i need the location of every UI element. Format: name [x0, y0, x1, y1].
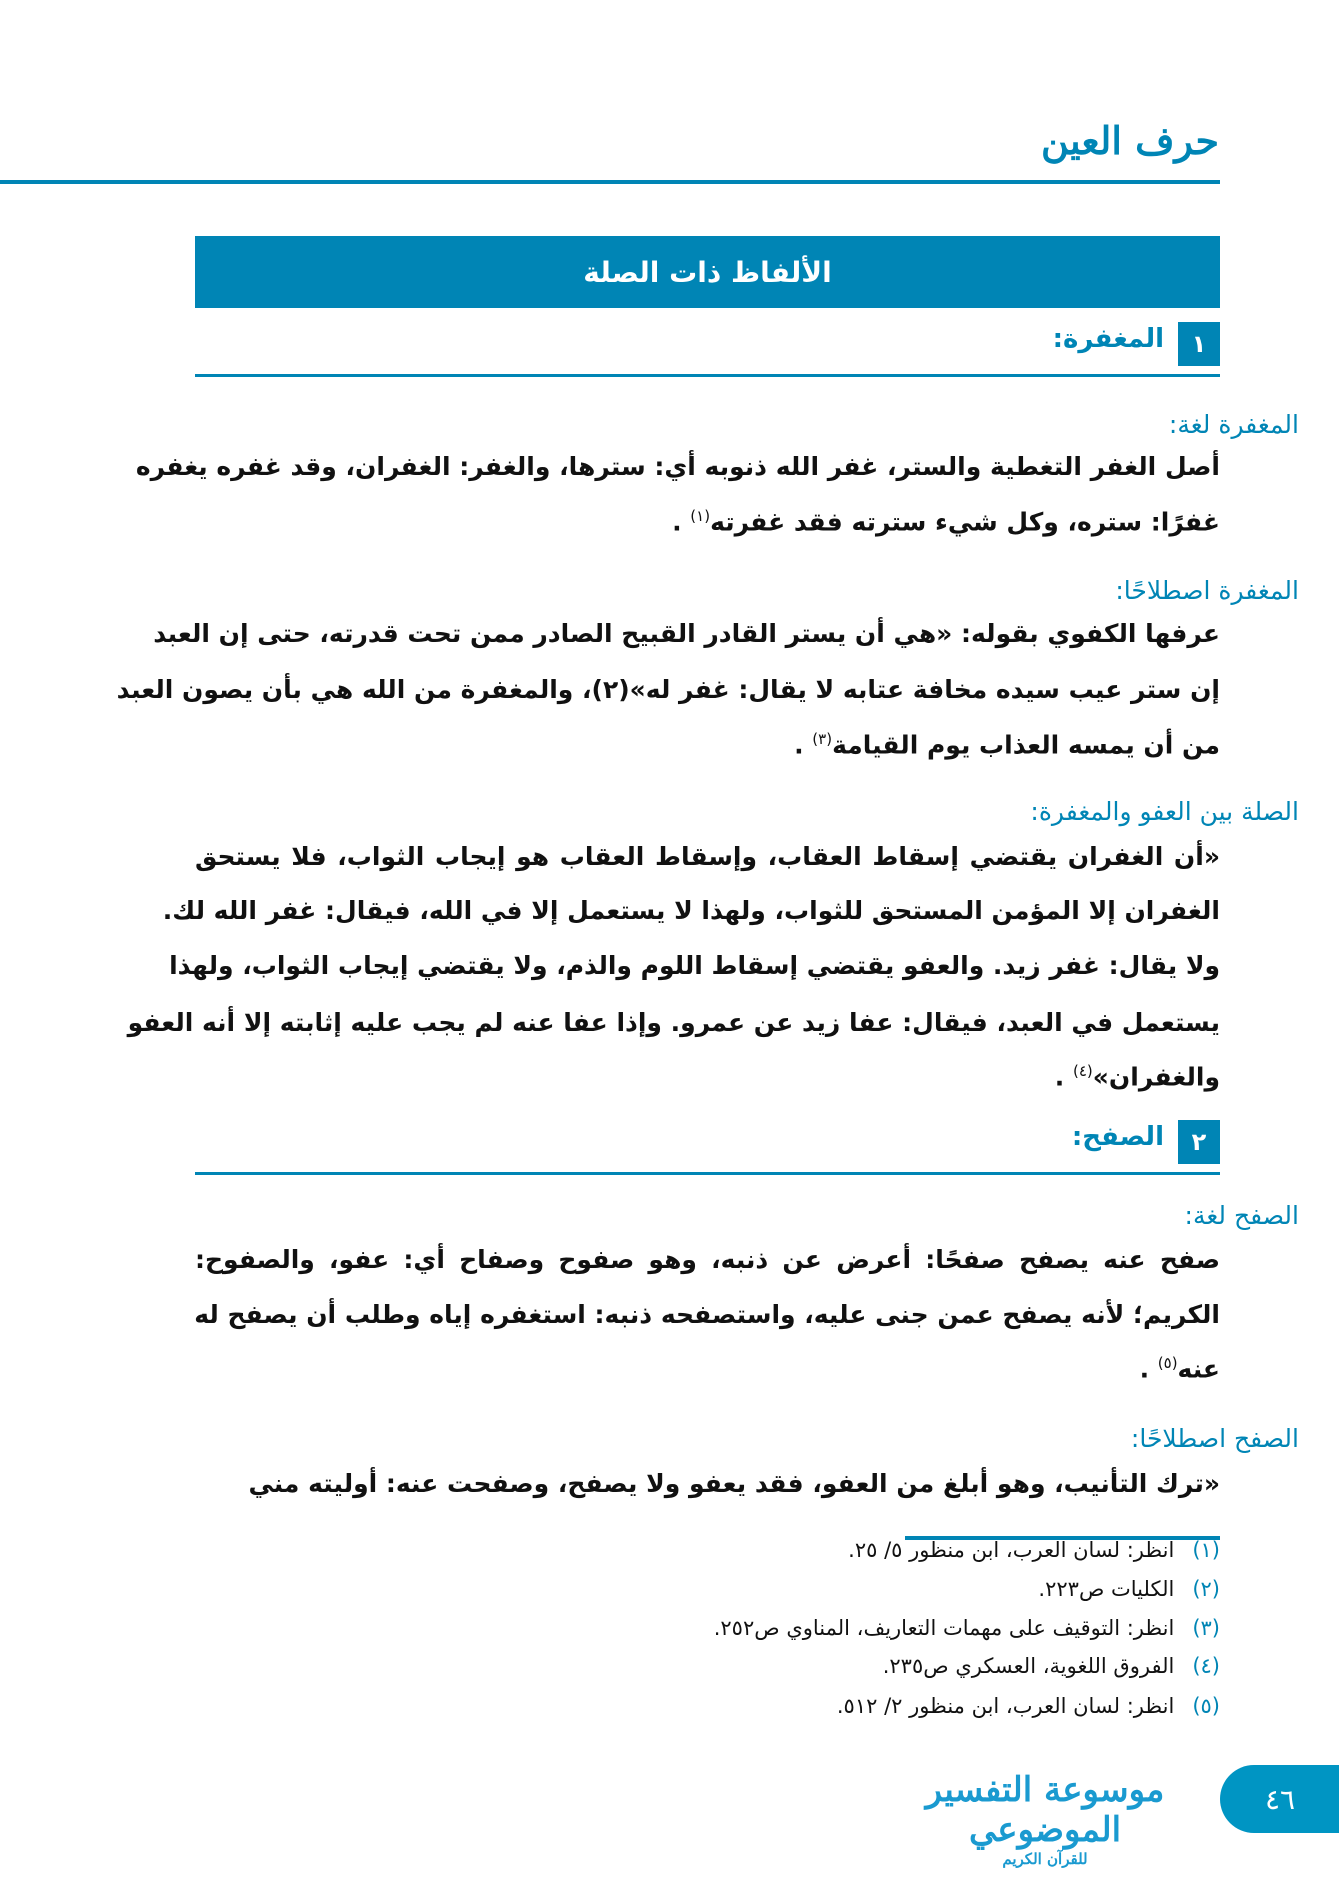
footnote-number: (٥) — [1192, 1694, 1220, 1718]
footnote-number: (٢) — [1192, 1577, 1220, 1601]
section-number: ٢ — [1178, 1120, 1220, 1164]
page-number — [1220, 1765, 1339, 1833]
line-text: «أن الغفران يقتضي إسقاط العقاب، وإسقاط العقاب هو إيجاب الثواب، فلا يستحق — [195, 842, 1220, 871]
line-text: عرفها الكفوي بقوله: «هي أن يستر القادر القبيح الصادر ممن تحت قدرته، حتى إن العبد — [153, 619, 1220, 648]
paragraph-line: من أن يمسه العذاب يوم القيامة$^{(٣)}$ . — [794, 730, 1220, 760]
subheading: المغفرة لغة: — [1168, 410, 1299, 439]
footnote-number: (٤) — [1192, 1654, 1220, 1678]
paragraph-line: عنه$^{(٥)}$ . — [1139, 1354, 1220, 1384]
line-text: الغفران إلا المؤمن المستحق للثواب، ولهذا لا يستعمل إلا في الله، فيقال: غفر الله لك. — [162, 896, 1220, 925]
subheading: المغفرة اصطلاحًا: — [1115, 576, 1299, 605]
line-text: أصل الغفر التغطية والستر، غفر الله ذنوبه أي: سترها، والغفر: الغفران، وقد غفره يغفره — [135, 452, 1220, 481]
footnote-number: (١) — [1192, 1538, 1220, 1562]
banner-title: الألفاظ ذات الصلة — [583, 255, 832, 289]
footnote — [1038, 1577, 1220, 1601]
logo-sub: للقرآن الكريم — [1002, 1850, 1088, 1868]
line-text: إن ستر عيب سيده مخافة عتابه لا يقال: غفر له»(٢)، والمغفرة من الله هي بأن يصون العبد — [116, 675, 1220, 704]
section-title: المغفرة: — [1052, 324, 1164, 354]
footnote-ref: (٣) — [812, 730, 833, 748]
line-text: من أن يمسه العذاب يوم القيامة — [832, 730, 1220, 760]
paragraph-line — [169, 951, 1220, 980]
footnote-number: (٣) — [1192, 1616, 1220, 1640]
footnote-text: انظر: التوقيف على مهمات التعاريف، المناوي ص٢٥٢. — [713, 1616, 1175, 1640]
paragraph-line — [162, 896, 1220, 925]
line-text: ولا يقال: غفر زيد. والعفو يقتضي إسقاط اللوم والذم، ولا يقتضي إيجاب الثواب، ولهذا — [169, 951, 1220, 980]
footnote-ref: (١) — [690, 507, 711, 525]
footnote-text: الكليات ص٢٢٣. — [1038, 1577, 1175, 1601]
line-text: والغفران» — [1092, 1062, 1220, 1092]
footnote-text: انظر: لسان العرب، ابن منظور ٢/ ٥١٢. — [836, 1694, 1175, 1718]
section-rule — [195, 1172, 1220, 1175]
footnote — [837, 1694, 1220, 1718]
footnote — [848, 1538, 1220, 1562]
section-rule — [195, 374, 1220, 377]
page-number-text: ٤٦ — [1264, 1782, 1296, 1816]
section-heading — [195, 322, 1220, 366]
line-text: غفرًا: ستره، وكل شيء سترته فقد غفرته — [710, 507, 1220, 537]
footnote-ref: (٤) — [1073, 1062, 1093, 1080]
paragraph-line — [195, 1300, 1220, 1329]
line-text: الكريم؛ لأنه يصفح عمن جنى عليه، واستصفحه ذنبه: استغفره إياه وطلب أن يصفح له — [194, 1300, 1220, 1329]
section-heading — [195, 1120, 1220, 1164]
paragraph-line — [116, 675, 1220, 704]
line-text: عنه — [1177, 1354, 1220, 1384]
paragraph-line — [127, 1008, 1220, 1037]
paragraph-line: والغفران»$^{(٤)}$ . — [1054, 1062, 1220, 1092]
header-rule — [0, 180, 1220, 184]
subheading: الصلة بين العفو والمغفرة: — [1030, 797, 1299, 826]
publisher-logo — [900, 1770, 1190, 1868]
paragraph-line — [195, 1469, 1220, 1498]
subheading: الصفح لغة: — [1184, 1201, 1299, 1230]
footnote — [714, 1616, 1220, 1640]
chapter-title: حرف العين — [1041, 118, 1219, 163]
section-banner — [195, 236, 1220, 308]
footnote-ref: (٥) — [1157, 1354, 1178, 1372]
logo-main: موسوعة التفسير الموضوعي — [925, 1770, 1165, 1850]
line-text: يستعمل في العبد، فيقال: عفا زيد عن عمرو. وإذا عفا عنه لم يجب عليه إثابته إلا أنه العفو — [127, 1008, 1220, 1037]
paragraph-line — [135, 452, 1220, 481]
line-text: «ترك التأنيب، وهو أبلغ من العفو، فقد يعفو ولا يصفح، وصفحت عنه: أوليته مني — [248, 1469, 1220, 1498]
footnote-text: الفروق اللغوية، العسكري ص٢٣٥. — [882, 1654, 1175, 1678]
paragraph-line — [195, 1245, 1220, 1274]
paragraph-line: غفرًا: ستره، وكل شيء سترته فقد غفرته$^{(١)}$ . — [672, 507, 1220, 537]
line-text: صفح عنه يصفح صفحًا: أعرض عن ذنبه، وهو صفوح وصفاح أي: عفو، والصفوح: — [195, 1245, 1220, 1274]
paragraph-line — [195, 842, 1220, 871]
paragraph-line — [153, 619, 1220, 648]
section-number: ١ — [1178, 322, 1220, 366]
section-title: الصفح: — [1071, 1122, 1164, 1152]
footnote — [883, 1654, 1220, 1678]
subheading: الصفح اصطلاحًا: — [1130, 1424, 1299, 1453]
footnote-text: انظر: لسان العرب، ابن منظور ٥/ ٢٥. — [848, 1538, 1175, 1562]
